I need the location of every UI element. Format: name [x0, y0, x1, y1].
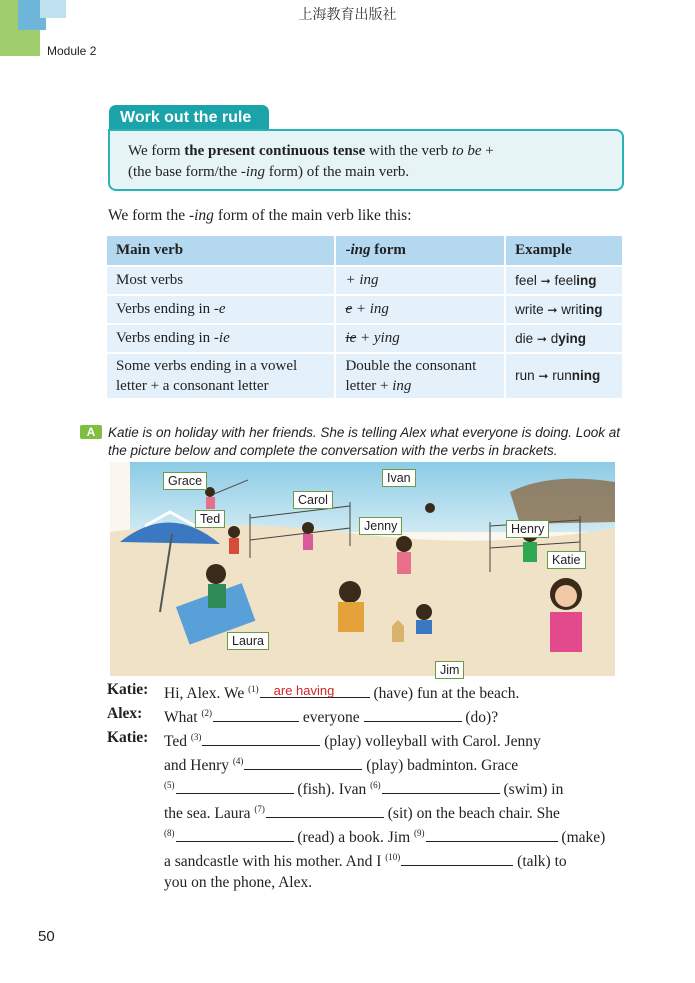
dialogue-line: Ted $^{(3)}$ (play) volleyball with Carol. Jenny [164, 729, 541, 751]
dialogue-line: $^{(5)}$ (fish). Ivan $^{(6)}$ (swim) in [164, 777, 563, 799]
answer-blank-6[interactable] [382, 777, 500, 794]
answer-blank-9[interactable] [426, 825, 558, 842]
arrow-right-icon: ➞ [536, 332, 547, 346]
answer-blank-7[interactable] [266, 801, 384, 818]
label-laura: Laura [227, 632, 269, 650]
answer-blank-3[interactable] [202, 729, 320, 746]
rule-tab: Work out the rule [109, 105, 269, 131]
label-jim: Jim [435, 661, 464, 679]
dialogue-line: the sea. Laura $^{(7)}$ (sit) on the beach chair. She [164, 801, 560, 823]
speaker-alex: Alex: [107, 705, 143, 722]
dialogue-line: you on the phone, Alex. [164, 874, 313, 891]
table-row: Verbs ending in -e e + ing write ➞ writing [107, 295, 623, 324]
rule-line-1: We form the present continuous tense with the verb to be + [128, 143, 494, 159]
arrow-right-icon: ➞ [540, 274, 551, 288]
ing-rules-table [107, 236, 624, 400]
publisher-name: 上海教育出版社 [298, 7, 397, 23]
table-row: Most verbs + ing feel ➞ feeling [107, 266, 623, 295]
header-main-verb: Main verb [107, 236, 335, 266]
dialogue-line: What $^{(2)}$ everyone (do)? [164, 705, 498, 727]
answer-blank-2[interactable] [213, 705, 299, 722]
answer-blank-2b[interactable] [364, 705, 462, 722]
answer-blank-10[interactable] [401, 849, 513, 866]
dialogue-line: $^{(8)}$ (read) a book. Jim $^{(9)}$ (make) [164, 825, 605, 847]
header-example: Example [505, 236, 623, 266]
label-henry: Henry [506, 520, 549, 538]
label-carol: Carol [293, 491, 333, 509]
rule-box [108, 129, 624, 191]
module-label: Module 2 [47, 44, 97, 58]
answer-blank-8[interactable] [176, 825, 294, 842]
label-grace: Grace [163, 472, 207, 490]
dialogue-line: a sandcastle with his mother. And I $^{(10)}$ (talk) to [164, 849, 567, 871]
dialogue-line: and Henry $^{(4)}$ (play) badminton. Grace [164, 753, 518, 775]
speaker-katie: Katie: [107, 729, 149, 746]
arrow-right-icon: ➞ [547, 303, 558, 317]
exercise-a-badge: A [80, 425, 102, 439]
beach-illustration [110, 462, 615, 676]
exercise-instruction: Katie is on holiday with her friends. She is telling Alex what everyone is doing. Look at the picture below and complete the conversation with the verbs in brackets. [108, 425, 621, 458]
dialogue-line: Hi, Alex. We $^{(1)}$ are having (have) fun at the beach. [164, 683, 520, 702]
page-number: 50 [38, 928, 55, 945]
label-jenny: Jenny [359, 517, 402, 535]
answer-blank-1[interactable]: are having [260, 681, 370, 698]
table-row: Verbs ending in -ie ie + ying die ➞ dying [107, 324, 623, 353]
speaker-katie: Katie: [107, 681, 149, 698]
answer-blank-5[interactable] [176, 777, 294, 794]
arrow-right-icon: ➞ [538, 369, 549, 383]
header-ing-form: -ing form [335, 236, 505, 266]
table-intro: We form the -ing form of the main verb like this: [108, 207, 412, 224]
answer-blank-4[interactable] [244, 753, 362, 770]
table-row: Some verbs ending in a vowel letter + a consonant letter Double the consonant letter + ing run ➞ running [107, 353, 623, 399]
label-katie: Katie [547, 551, 586, 569]
label-ivan: Ivan [382, 469, 416, 487]
rule-line-2: (the base form/the -ing form) of the main verb. [128, 164, 410, 180]
label-ted: Ted [195, 510, 225, 528]
